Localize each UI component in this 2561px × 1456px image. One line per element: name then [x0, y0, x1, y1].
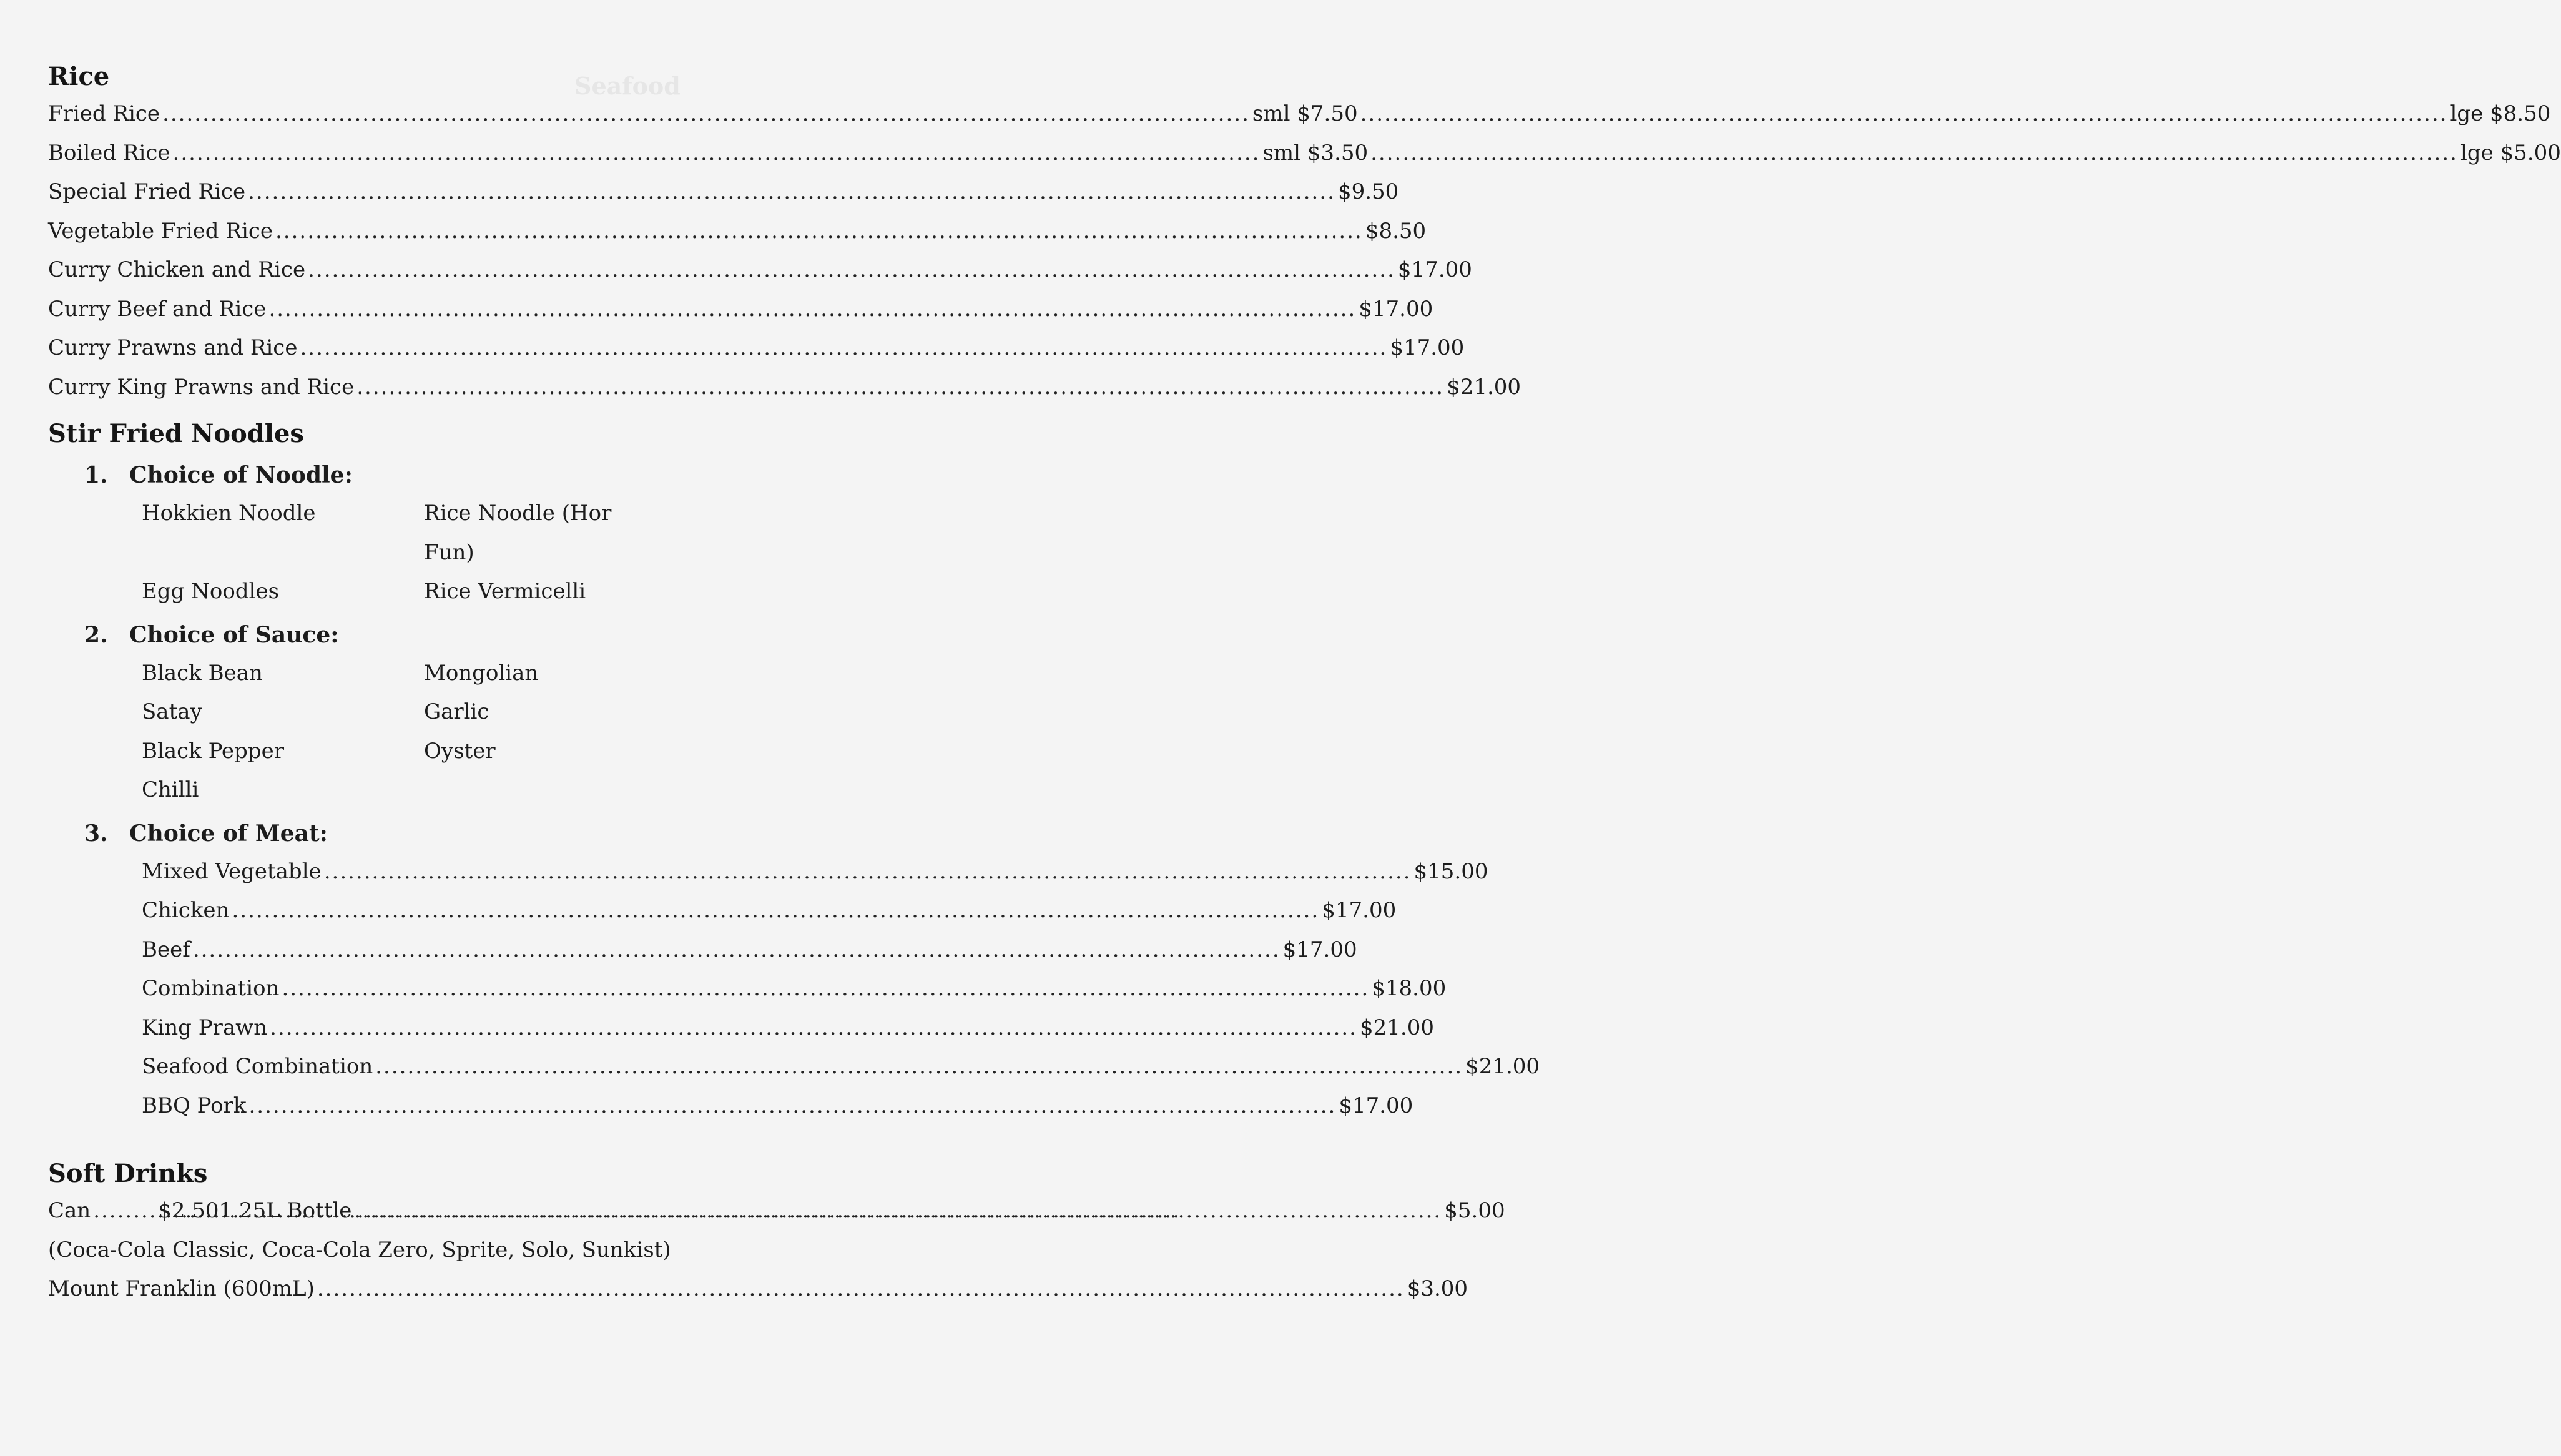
choice-meat — [84, 815, 1540, 1126]
leader-dots — [317, 1269, 1405, 1309]
choice-title: Choice of Noodle: — [129, 462, 353, 488]
menu-item — [48, 328, 1465, 368]
option-item: Black Bean — [142, 660, 263, 686]
leader-dots — [324, 852, 1412, 892]
item-name: 1.25L Bottle — [219, 1198, 352, 1223]
item-name: Curry Prawns and Rice — [48, 335, 298, 360]
item-price: $17.00 — [1390, 335, 1465, 360]
item-name: Curry Chicken and Rice — [48, 257, 306, 282]
menu-item — [142, 1086, 1413, 1126]
leader-dots — [375, 1047, 1463, 1086]
item-price: $18.00 — [1372, 976, 1447, 1001]
leader-dots — [300, 328, 1387, 368]
option-item: Oyster — [424, 738, 496, 764]
menu-item — [48, 212, 1427, 251]
menu-item — [142, 969, 1447, 1008]
item-name: Boiled Rice — [48, 140, 170, 165]
menu-item — [142, 1047, 1540, 1086]
option-item: Rice Vermicelli — [424, 579, 586, 604]
menu-item — [142, 852, 1488, 892]
leader-dots — [173, 134, 1261, 173]
leader-dots — [193, 930, 1280, 970]
option-item: Satay — [142, 699, 202, 724]
choice-heading — [84, 815, 672, 852]
leader-dots — [308, 250, 1395, 290]
item-price: $21.00 — [1447, 374, 1521, 400]
menu-item — [142, 1008, 1434, 1048]
leader-dots — [232, 891, 1319, 930]
option-item: Black Pepper — [142, 738, 284, 764]
leader-dots — [248, 1086, 1336, 1126]
item-price-small: sml $7.50 — [1252, 101, 1358, 126]
item-price-small: sml $3.50 — [1262, 140, 1369, 165]
choice-number: 2. — [84, 621, 108, 648]
item-price: $17.00 — [1359, 296, 1433, 322]
menu-page — [48, 59, 2561, 1309]
item-price: $2.50 — [158, 1198, 219, 1223]
item-name: Combination — [142, 976, 280, 1001]
menu-item — [48, 250, 1472, 290]
sauce-options — [142, 654, 672, 810]
option-item: Chilli — [142, 777, 199, 802]
menu-item — [48, 368, 1521, 407]
choice-sauce — [84, 616, 672, 810]
leader-dots — [1360, 94, 2448, 134]
item-price: $9.50 — [1337, 179, 1399, 204]
item-name: Mount Franklin (600mL) — [48, 1276, 315, 1301]
item-price-large: lge $8.50 — [2450, 101, 2551, 126]
item-name: Vegetable Fried Rice — [48, 218, 273, 243]
section-title-drinks: Soft Drinks — [48, 1159, 208, 1188]
item-price-large: lge $5.00 — [2460, 140, 2561, 165]
item-price: $21.00 — [1465, 1054, 1540, 1079]
item-price: $15.00 — [1413, 858, 1488, 884]
leader-dots — [268, 290, 1356, 329]
item-price: $21.00 — [1360, 1015, 1434, 1040]
item-name: Curry Beef and Rice — [48, 296, 267, 322]
option-item: Rice Noodle (Hor Fun) — [424, 501, 612, 565]
item-name: BBQ Pork — [142, 1093, 247, 1118]
noodle-options — [142, 494, 672, 611]
rice-section — [48, 59, 2561, 406]
item-price: $17.00 — [1339, 1093, 1413, 1118]
leader-dots — [275, 212, 1363, 251]
item-name: Curry King Prawns and Rice — [48, 374, 355, 400]
section-title-rice: Rice — [48, 62, 110, 91]
item-name: King Prawn — [142, 1015, 268, 1040]
menu-item — [48, 1269, 1468, 1309]
item-name: Seafood Combination — [142, 1054, 373, 1079]
option-item: Mongolian — [424, 660, 539, 686]
leader-dots — [93, 1191, 155, 1231]
leader-dots — [162, 94, 1250, 134]
item-price: $17.00 — [1282, 937, 1357, 962]
item-name: Can — [48, 1198, 91, 1223]
bleed-through-heading: Seafood — [574, 72, 681, 100]
choice-heading — [84, 616, 672, 654]
item-price: $5.00 — [1444, 1198, 1505, 1223]
item-name: Mixed Vegetable — [142, 858, 322, 884]
choice-number: 3. — [84, 820, 108, 847]
item-price: $3.00 — [1407, 1276, 1468, 1301]
leader-dots — [248, 172, 1335, 212]
leader-dots — [270, 1008, 1357, 1048]
choice-heading — [84, 456, 672, 494]
leader-dots — [282, 969, 1369, 1008]
drinks-section — [48, 1156, 1505, 1309]
option-item: Egg Noodles — [142, 579, 280, 604]
choice-noodle — [84, 456, 672, 611]
menu-item — [142, 891, 1397, 930]
menu-item — [142, 930, 1357, 970]
choice-title: Choice of Meat: — [129, 820, 328, 847]
menu-item — [48, 290, 1433, 329]
item-name: Special Fried Rice — [48, 179, 246, 204]
drink-sizes-row — [48, 1191, 1505, 1231]
menu-item — [48, 134, 2561, 173]
bottle-item — [219, 1191, 1505, 1231]
menu-item — [48, 94, 2551, 134]
leader-dots — [1370, 134, 2458, 173]
menu-item — [48, 172, 1399, 212]
section-title-noodles: Stir Fried Noodles — [48, 419, 304, 448]
item-price: $8.50 — [1365, 218, 1427, 243]
can-item — [48, 1191, 219, 1231]
item-price: $17.00 — [1397, 257, 1472, 282]
drink-flavours-note: (Coca-Cola Classic, Coca-Cola Zero, Sprite, Solo, Sunkist) — [48, 1237, 671, 1262]
leader-dots — [354, 1191, 1442, 1231]
choice-number: 1. — [84, 462, 108, 488]
option-item: Hokkien Noodle — [142, 501, 316, 526]
item-price: $17.00 — [1322, 898, 1397, 923]
leader-dots — [356, 368, 1444, 407]
option-item: Garlic — [424, 699, 489, 724]
item-name: Beef — [142, 937, 190, 962]
choice-title: Choice of Sauce: — [129, 621, 339, 648]
item-name: Fried Rice — [48, 101, 160, 126]
item-name: Chicken — [142, 898, 230, 923]
meat-options — [142, 852, 1540, 1126]
noodles-section — [48, 416, 1540, 1125]
